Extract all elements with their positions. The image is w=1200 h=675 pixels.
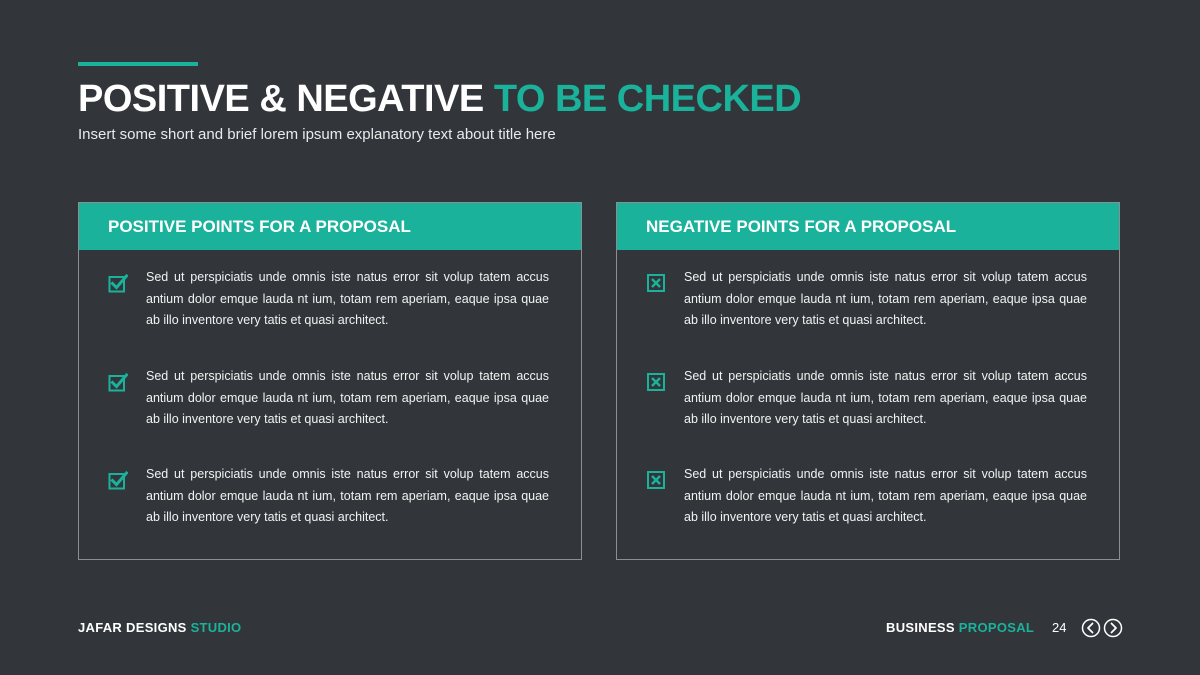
page-number: 24 (1052, 620, 1067, 635)
checkbox-cross-icon (646, 273, 666, 293)
footer-brand (78, 620, 241, 635)
footer-brand-highlight: STUDIO (190, 620, 242, 635)
checkbox-checked-icon (108, 273, 128, 293)
footer-doc-highlight: PROPOSAL (958, 620, 1035, 635)
chevron-left-circle-icon[interactable] (1081, 618, 1101, 638)
checkbox-cross-icon (646, 372, 666, 392)
negative-points-panel (616, 202, 1120, 560)
chevron-right-circle-icon[interactable] (1103, 618, 1123, 638)
negative-panel-header: NEGATIVE POINTS FOR A PROPOSAL (617, 203, 1119, 250)
slide-subtitle: Insert some short and brief lorem ipsum explanatory text about title here (78, 126, 556, 143)
positive-item-text: Sed ut perspiciatis unde omnis iste natus error sit volup tatem accus antium dolor emque lauda nt ium, totam rem aperiam, eaque ipsa quae ab illo inventore very tatis et quasi architect. (146, 270, 549, 327)
footer-doc-main: BUSINESS (886, 620, 959, 635)
checkbox-cross-icon (646, 470, 666, 490)
negative-item-text: Sed ut perspiciatis unde omnis iste natus error sit volup tatem accus antium dolor emque lauda nt ium, totam rem aperiam, eaque ipsa quae ab illo inventore very tatis et quasi architect. (684, 369, 1087, 426)
positive-item-text: Sed ut perspiciatis unde omnis iste natus error sit volup tatem accus antium dolor emque lauda nt ium, totam rem aperiam, eaque ipsa quae ab illo inventore very tatis et quasi architect. (146, 369, 549, 426)
checkbox-checked-icon (108, 470, 128, 490)
negative-item-text: Sed ut perspiciatis unde omnis iste natus error sit volup tatem accus antium dolor emque lauda nt ium, totam rem aperiam, eaque ipsa quae ab illo inventore very tatis et quasi architect. (684, 467, 1087, 524)
title-highlight: TO BE CHECKED (493, 78, 802, 120)
positive-panel-header: POSITIVE POINTS FOR A PROPOSAL (79, 203, 581, 250)
title-accent-bar (78, 62, 198, 66)
positive-points-panel (78, 202, 582, 560)
footer-doc-title (886, 620, 1034, 635)
slide-title (78, 76, 801, 122)
negative-item-text: Sed ut perspiciatis unde omnis iste natus error sit volup tatem accus antium dolor emque lauda nt ium, totam rem aperiam, eaque ipsa quae ab illo inventore very tatis et quasi architect. (684, 270, 1087, 327)
title-main: POSITIVE & NEGATIVE (78, 78, 494, 120)
positive-item-text: Sed ut perspiciatis unde omnis iste natus error sit volup tatem accus antium dolor emque lauda nt ium, totam rem aperiam, eaque ipsa quae ab illo inventore very tatis et quasi architect. (146, 467, 549, 524)
checkbox-checked-icon (108, 372, 128, 392)
footer-brand-main: JAFAR DESIGNS (78, 620, 191, 635)
